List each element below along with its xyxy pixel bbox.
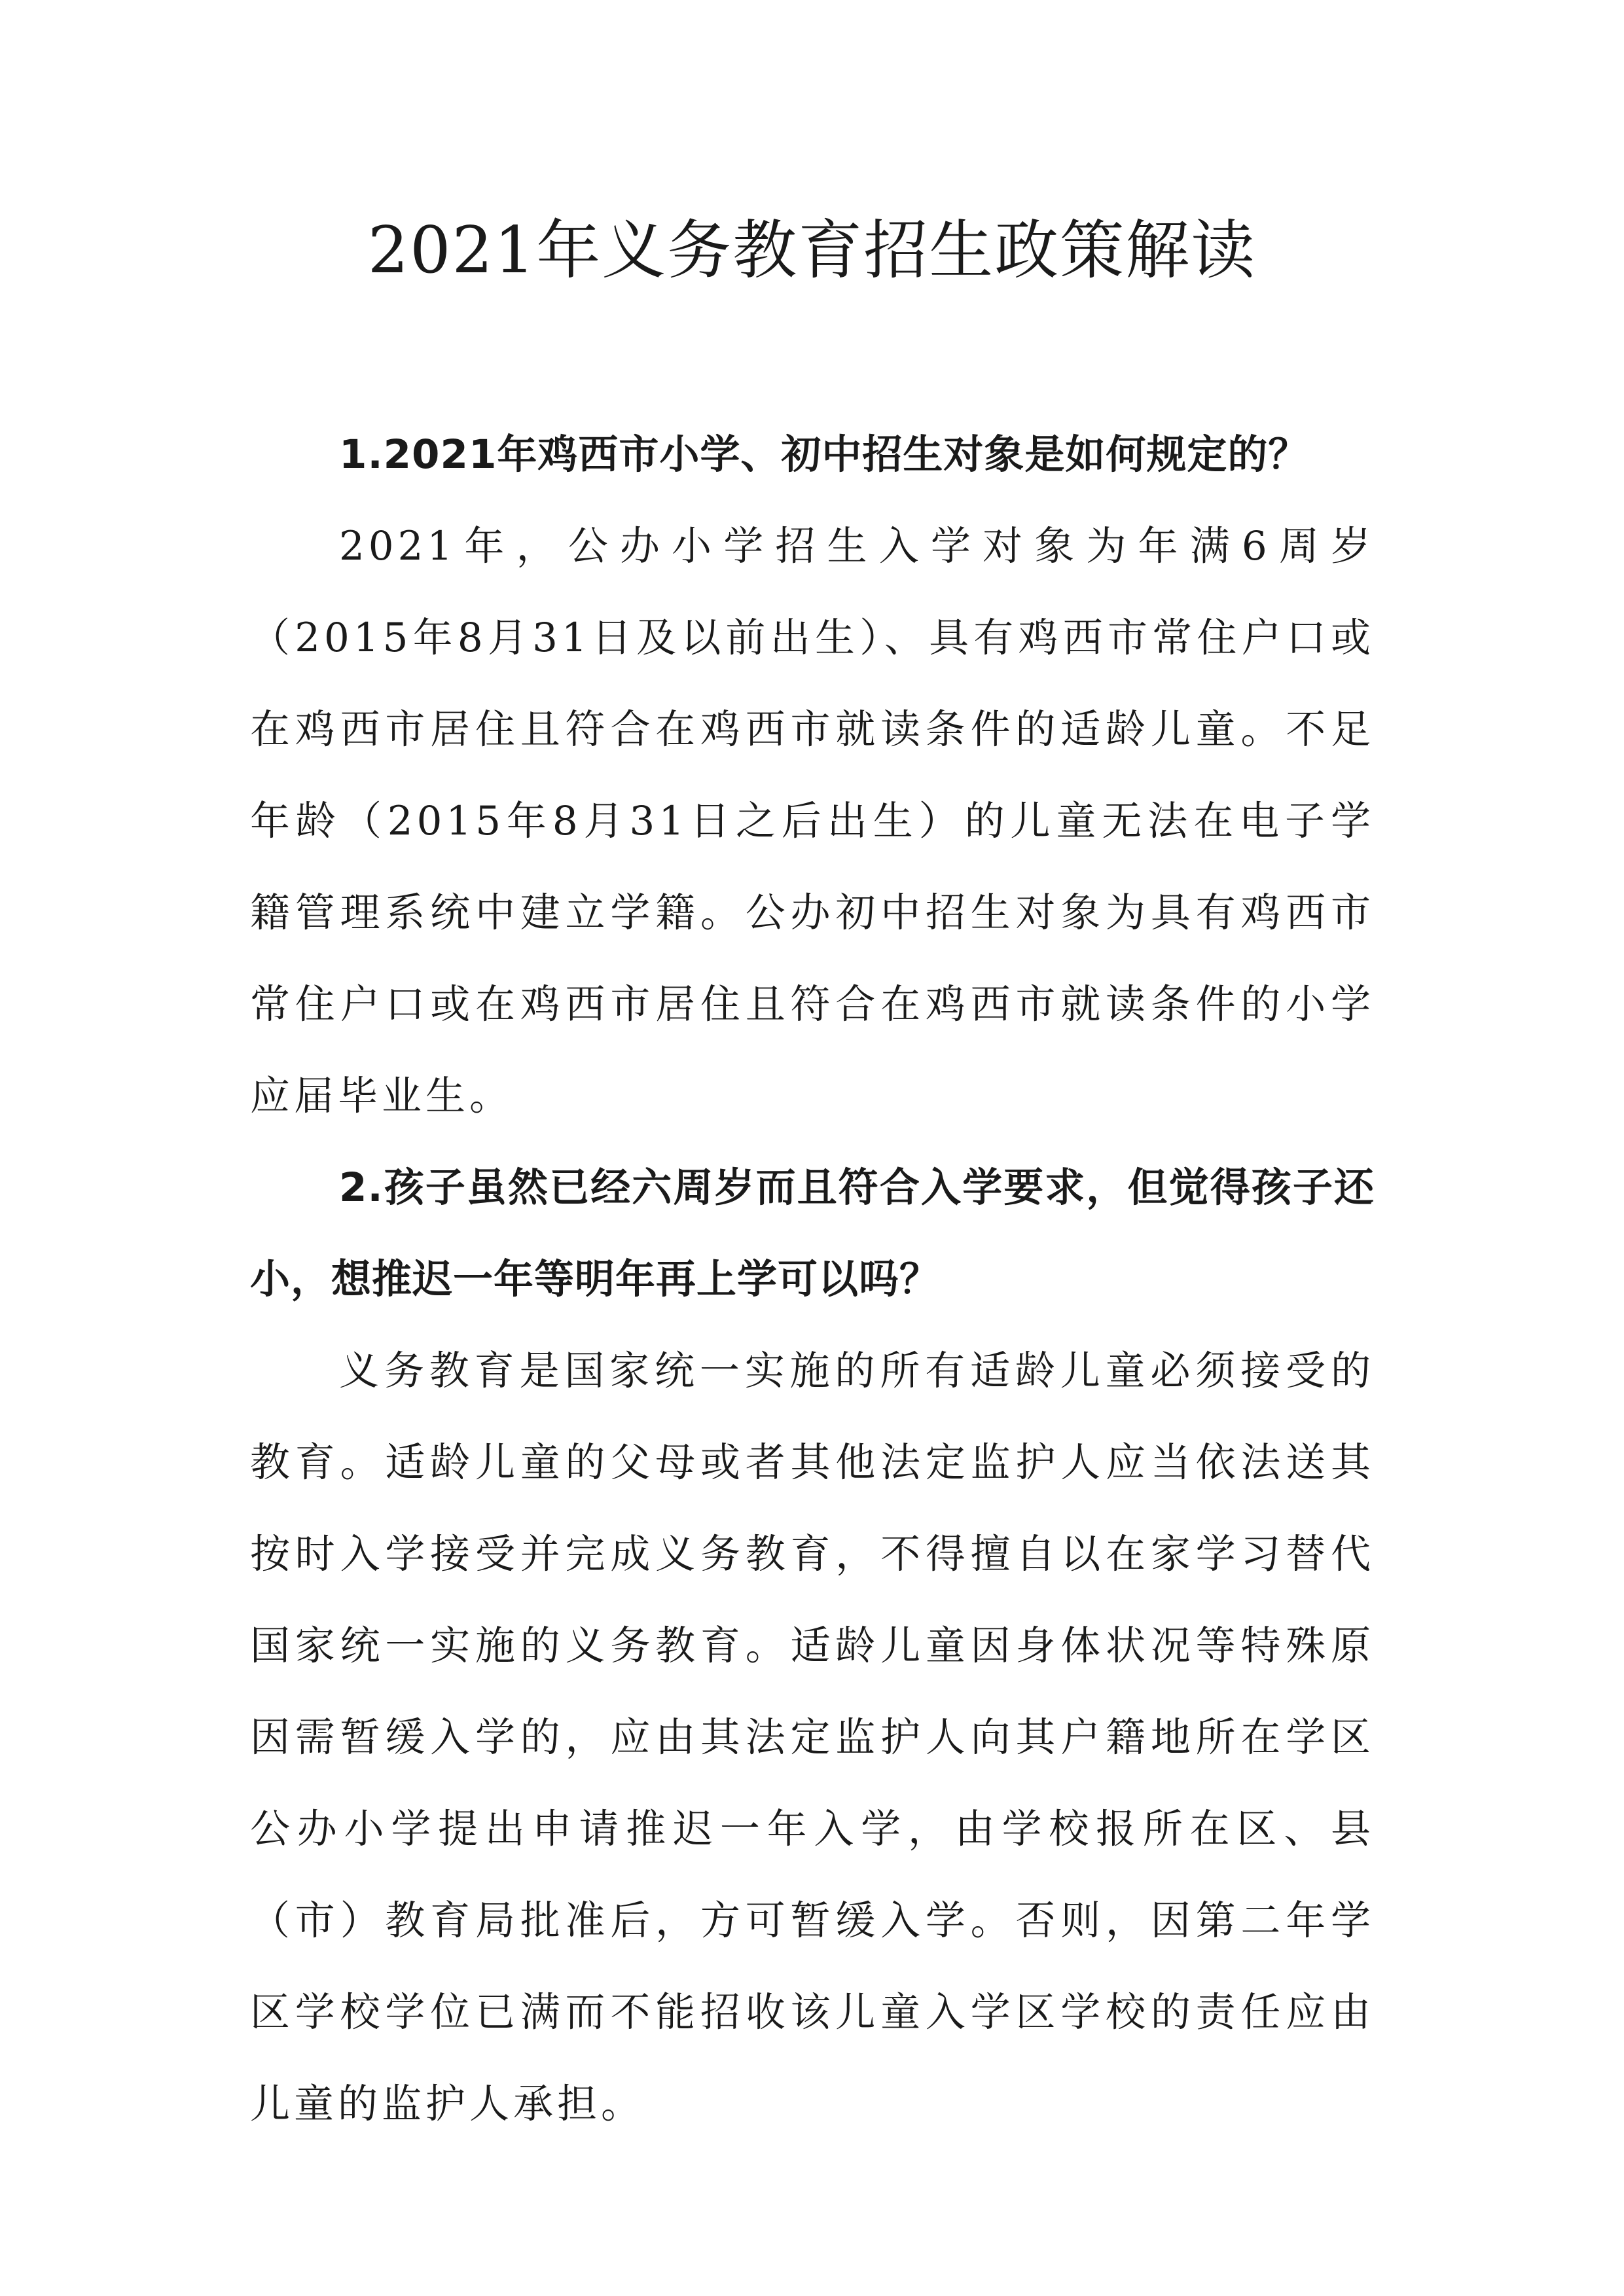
document-title: 2021年义务教育招生政策解读 (367, 213, 1257, 288)
question-1: 1.2021年鸡西市小学、初中招生对象是如何规定的？ (339, 431, 1309, 478)
answer-1: 2021年，公办小学招生入学对象为年满6周岁（2015年8月31日及以前出生）、具有鸡西市常住户口或在鸡西市居住且符合在鸡西市就读条件的适龄儿童。不足年龄（2015年8月31日之后出生）的儿童无法在电子学籍管理系统中建立学籍。公办初中招生对象为具有鸡西市常住户口或在鸡西市居住且符合在鸡西市就读条件的小学应届毕业生。 (250, 523, 1375, 1119)
document-body (250, 409, 1375, 2150)
question-2: 2.孩子虽然已经六周岁而且符合入学要求，但觉得孩子还小，想推迟一年等明年再上学可以吗？ (250, 1164, 1375, 1302)
answer-2: 义务教育是国家统一实施的所有适龄儿童必须接受的教育。适龄儿童的父母或者其他法定监护人应当依法送其按时入学接受并完成义务教育，不得擅自以在家学习替代国家统一实施的义务教育。适龄儿童因身体状况等特殊原因需暂缓入学的，应由其法定监护人向其户籍地所在学区公办小学提出申请推迟一年入学，由学校报所在区、县（市）教育局批准后，方可暂缓入学。否则，因第二年学区学校学位已满而不能招收该儿童入学区学校的责任应由儿童的监护人承担。 (250, 1348, 1375, 2127)
